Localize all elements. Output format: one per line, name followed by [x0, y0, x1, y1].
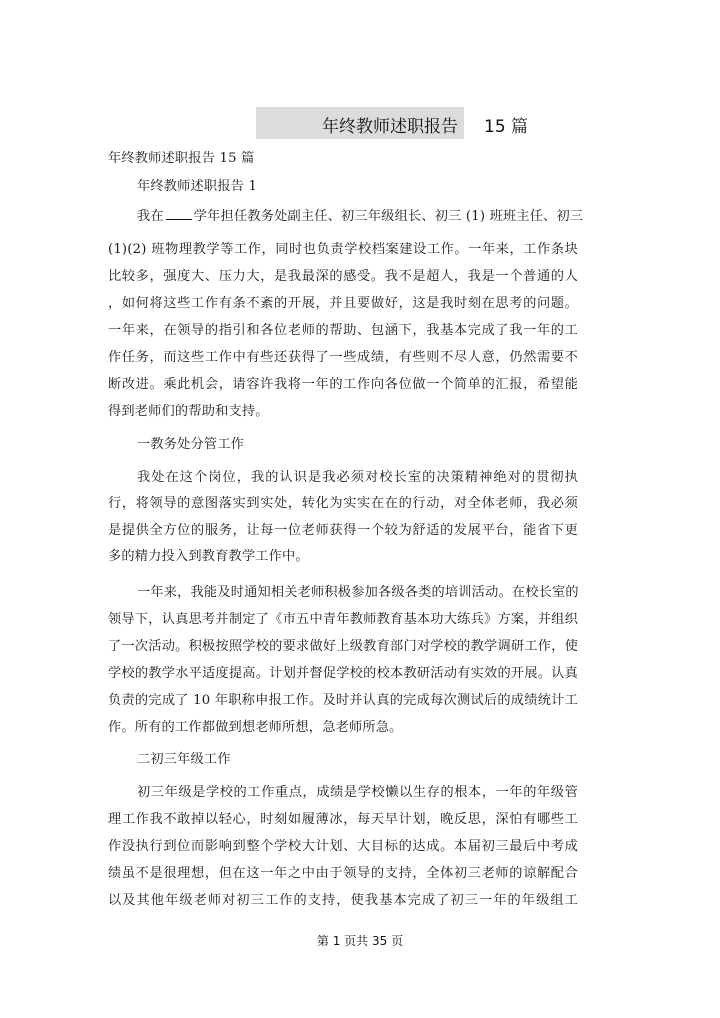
paragraph-line: 绩虽不是很理想，但在这一年之中由于领导的支持，全体初三老师的谅解配合 — [108, 866, 578, 881]
paragraph-line: 领导下，认真思考并制定了《市五中青年教师教育基本功大练兵》方案，并组织 — [108, 612, 578, 627]
paragraph-line: 行，将领导的意图落实到实处，转化为实实在在的行动，对全体老师，我必须 — [108, 496, 578, 511]
section-heading: 二初三年级工作 — [137, 752, 231, 767]
paragraph-line: 以及其他年级老师对初三工作的支持，使我基本完成了初三一年的年级组工 — [108, 893, 578, 908]
paragraph-line: 作任务，而这些工作中有些还获得了一些成绩，有些则不尽人意，仍然需要不 — [108, 350, 578, 365]
paragraph-line: 负责的完成了 10 年职称申报工作。及时并认真的完成每次测试后的成绩统计工 — [108, 693, 578, 708]
page-title — [322, 112, 528, 137]
paragraph-line: 一年来，在领导的指引和各位老师的帮助、包涵下，我基本完成了我一年的工 — [108, 323, 578, 338]
paragraph-line: 一年来，我能及时通知相关老师积极参加各级各类的培训活动。在校长室的 — [137, 585, 579, 600]
paragraph-line: 得到老师们的帮助和支持。 — [108, 404, 269, 419]
paragraph-line: 学校的教学水平适度提高。计划并督促学校的校本教研活动有实效的开展。认真 — [108, 666, 578, 681]
paragraph-line: 比较多，强度大、压力大，是我最深的感受。我不是超人，我是一个普通的人 — [108, 269, 578, 284]
paragraph-line: 初三年级是学校的工作重点，成绩是学校懒以生存的根本，一年的年级管 — [137, 785, 578, 800]
intro-line-1: 我在 学年担任教务处副主任、初三年级组长、初三 (1) 班班主任、初三 — [137, 209, 584, 224]
paragraph-line: 多的精力投入到教育教学工作中。 — [108, 549, 309, 564]
section-heading: 一教务处分管工作 — [137, 437, 245, 452]
paragraph-line: (1)(2) 班物理教学等工作，同时也负责学校档案建设工作。一年来，工作条块 — [108, 242, 578, 257]
page-footer: 第 1 页共 35 页 — [316, 934, 404, 948]
paragraph-line: 是提供全方位的服务，让每一位老师获得一个较为舒适的发展平台，能省下更 — [108, 523, 578, 538]
report-heading: 年终教师述职报告 1 — [137, 179, 258, 194]
paragraph-line: 我处在这个岗位，我的认识是我必须对校长室的决策精神绝对的贯彻执 — [137, 470, 578, 485]
paragraph-line: 作。所有的工作都做到想老师所想，急老师所急。 — [108, 720, 403, 735]
paragraph-line: ，如何将这些工作有条不紊的开展，并且要做好，这是我时刻在思考的问题。 — [108, 296, 578, 311]
paragraph-line: 断改进。乘此机会，请容许我将一年的工作向各位做一个简单的汇报，希望能 — [108, 377, 578, 392]
paragraph-line: 作没执行到位而影响到整个学校大计划、大目标的达成。本届初三最后中考成 — [108, 839, 578, 854]
paragraph-line: 了一次活动。积极按照学校的要求做好上级教育部门对学校的教学调研工作，使 — [108, 639, 578, 654]
paragraph-line: 理工作我不敢掉以轻心，时刻如履薄冰，每天早计划，晚反思，深怕有哪些工 — [108, 812, 578, 827]
title-text: 年终教师述职报告 — [322, 117, 458, 137]
title-count: 15 篇 — [484, 117, 529, 137]
blank-underline — [166, 207, 192, 220]
subtitle: 年终教师述职报告 15 篇 — [108, 151, 255, 166]
